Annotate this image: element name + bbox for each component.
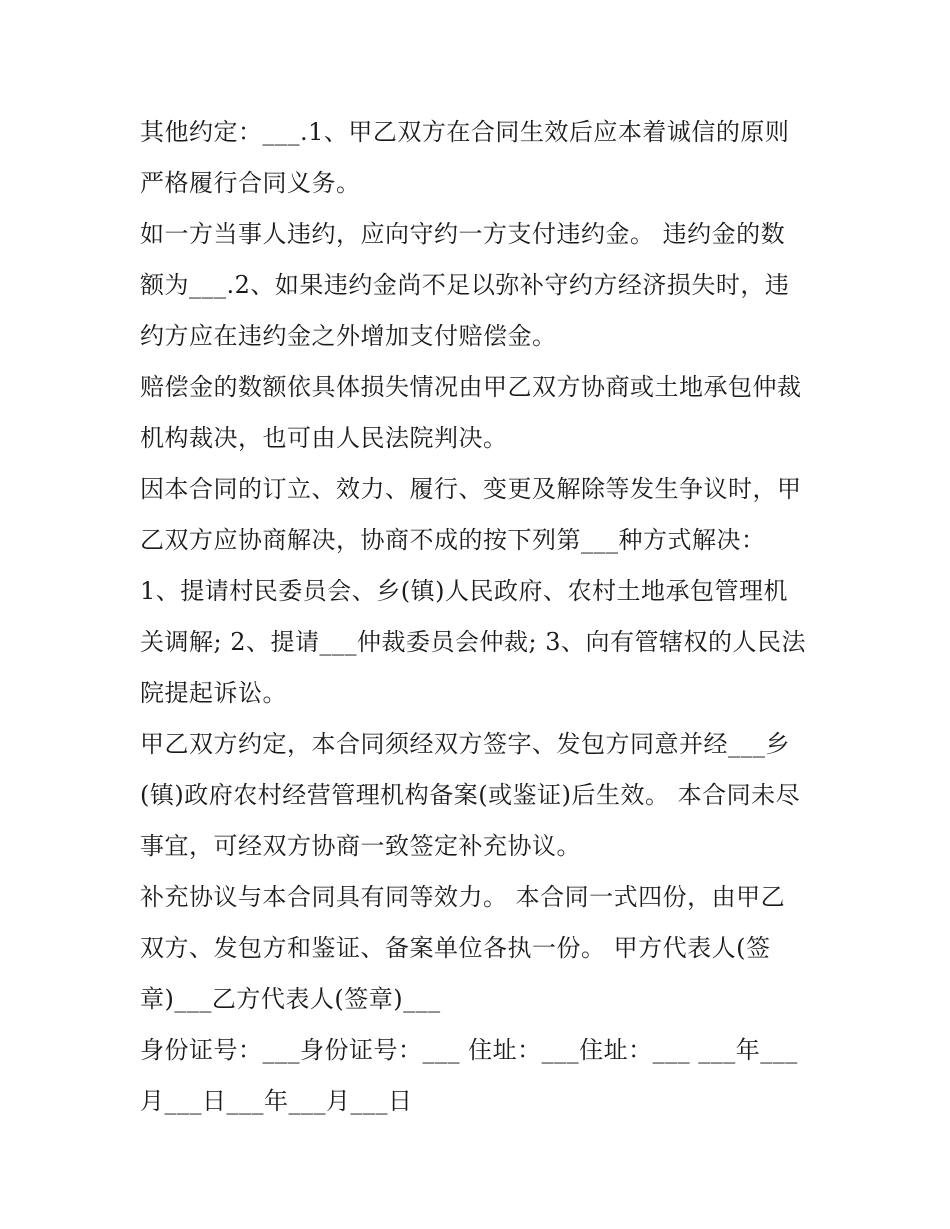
text-line-16: 补充协议与本合同具有同等效力。 本合同一式四份，由甲乙 [140, 883, 786, 911]
text-line-2: 严格履行合同义务。 [140, 169, 361, 197]
text-line-8: 因本合同的订立、效力、履行、变更及解除等发生争议时，甲 [140, 475, 802, 503]
text-line-17: 双方、发包方和鉴证、备案单位各执一份。 甲方代表人(签 [140, 934, 771, 962]
text-line-15: 事宜，可经双方协商一致签定补充协议。 [140, 832, 581, 860]
text-line-13: 甲乙双方约定，本合同须经双方签字、发包方同意并经___乡 [140, 730, 790, 758]
text-line-19: 身份证号：___身份证号：___ 住址：___住址：___ ___年___ [140, 1036, 798, 1064]
text-line-4: 额为___.2、如果违约金尚不足以弥补守约方经济损失时，违 [140, 271, 790, 299]
text-line-6: 赔偿金的数额依具体损失情况由甲乙双方协商或土地承包仲裁 [140, 373, 802, 401]
text-line-14: (镇)政府农村经营管理机构备案(或鉴证)后生效。 本合同未尽 [140, 781, 801, 809]
text-line-10: 1、提请村民委员会、乡(镇)人民政府、农村土地承包管理机 [140, 577, 788, 605]
text-line-7: 机构裁决，也可由人民法院判决。 [140, 424, 508, 452]
text-line-11: 关调解; 2、提请___仲裁委员会仲裁; 3、向有管辖权的人民法 [140, 628, 806, 656]
text-line-18: 章)___乙方代表人(签章)___ [140, 985, 441, 1013]
text-line-20: 月___日___年___月___日 [140, 1087, 413, 1115]
contract-text-body [140, 107, 820, 1127]
text-line-12: 院提起诉讼。 [140, 679, 287, 707]
text-line-5: 约方应在违约金之外增加支付赔偿金。 [140, 322, 557, 350]
text-line-3: 如一方当事人违约，应向守约一方支付违约金。 违约金的数 [140, 220, 786, 248]
text-line-9: 乙双方应协商解决，协商不成的按下列第___种方式解决： [140, 526, 766, 554]
text-line-1: 其他约定：___.1、甲乙双方在合同生效后应本着诚信的原则 [140, 118, 790, 146]
